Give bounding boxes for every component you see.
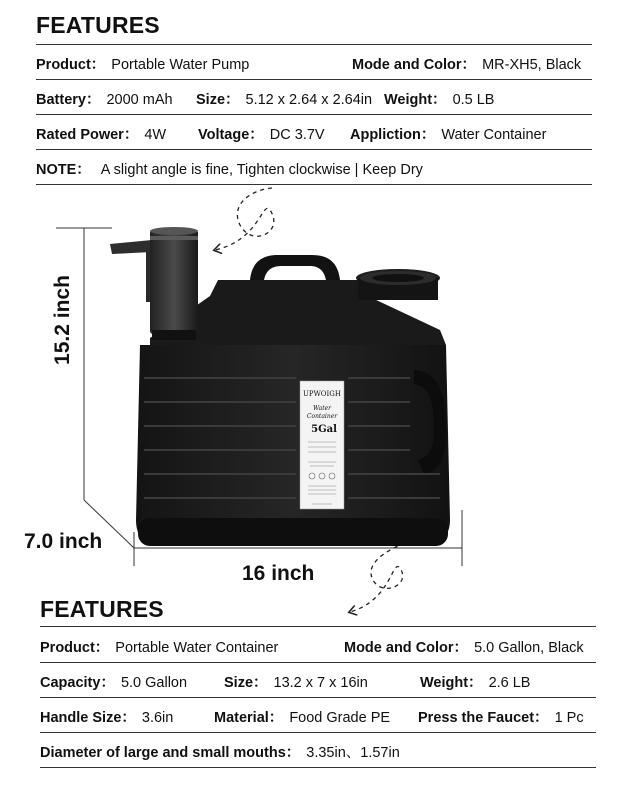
- bottom-features-heading: FEATURES: [40, 596, 164, 622]
- spec-label: Battery：: [36, 92, 101, 108]
- spec-label: Product：: [36, 57, 106, 73]
- spec-value: 13.2 x 7 x 16in: [273, 675, 368, 691]
- spec-label: Diameter of large and small mouths：: [40, 745, 301, 761]
- divider: [40, 697, 596, 698]
- spec-label: Capacity：: [40, 675, 115, 691]
- label-line2: Container: [306, 413, 338, 420]
- spec-label: Mode and Color：: [352, 57, 477, 73]
- spec-value: Food Grade PE: [289, 710, 391, 726]
- spec-value: 5.0 Gallon: [120, 675, 188, 691]
- spec-label: Press the Faucet：: [418, 710, 549, 726]
- top-features-heading: FEATURES: [36, 12, 160, 38]
- spec-label: Size：: [224, 675, 268, 691]
- spec-label: Appliction：: [350, 127, 436, 143]
- spec-value: 2000 mAh: [106, 92, 173, 108]
- spec-value: Water Container: [441, 127, 547, 143]
- divider: [40, 767, 596, 768]
- spec-value: MR-XH5, Black: [482, 57, 582, 73]
- spec-label: Weight：: [420, 675, 483, 691]
- spec-value: 1 Pc: [554, 710, 584, 726]
- spec-value: 4W: [144, 127, 167, 143]
- note-value: A slight angle is fine, Tighten clockwise | Keep Dry: [100, 162, 423, 178]
- height-dimension-label: 15.2 inch: [51, 275, 74, 365]
- depth-dimension-label: 7.0 inch: [24, 530, 103, 553]
- spec-label: Handle Size：: [40, 710, 136, 726]
- label-capacity: 5Gal: [311, 424, 337, 435]
- divider: [40, 732, 596, 733]
- spec-label: Size：: [196, 92, 240, 108]
- spec-label: Voltage：: [198, 127, 264, 143]
- divider: [40, 626, 596, 627]
- bottom-row-4: [40, 741, 596, 761]
- spec-value: 3.35in、1.57in: [306, 745, 400, 761]
- spec-value: 3.6in: [141, 710, 174, 726]
- spec-label: Product：: [40, 640, 110, 656]
- spec-label: Material：: [214, 710, 284, 726]
- note-label: NOTE：: [36, 162, 91, 178]
- spec-value: 2.6 LB: [488, 675, 531, 691]
- divider: [40, 662, 596, 663]
- spec-value: 5.12 x 2.64 x 2.64in: [245, 92, 373, 108]
- dashed-arrow-top: [215, 188, 274, 250]
- width-dimension-label: 16 inch: [242, 562, 315, 585]
- spec-label: Weight：: [384, 92, 447, 108]
- spec-value: 0.5 LB: [452, 92, 495, 108]
- spec-value: DC 3.7V: [269, 127, 325, 143]
- spec-label: Mode and Color：: [344, 640, 469, 656]
- dashed-arrow-bottom: [350, 538, 420, 612]
- bottom-row-1: [40, 636, 596, 656]
- label-brand: UPWOIGH: [302, 390, 342, 398]
- spec-value: Portable Water Pump: [111, 57, 250, 73]
- bottom-row-2: [40, 671, 596, 691]
- spec-value: Portable Water Container: [115, 640, 279, 656]
- bottom-row-3: [40, 706, 596, 726]
- water-pump: [110, 227, 198, 340]
- spec-value: 5.0 Gallon, Black: [474, 640, 584, 656]
- spec-label: Rated Power：: [36, 127, 139, 143]
- label-line1: Water: [312, 405, 332, 412]
